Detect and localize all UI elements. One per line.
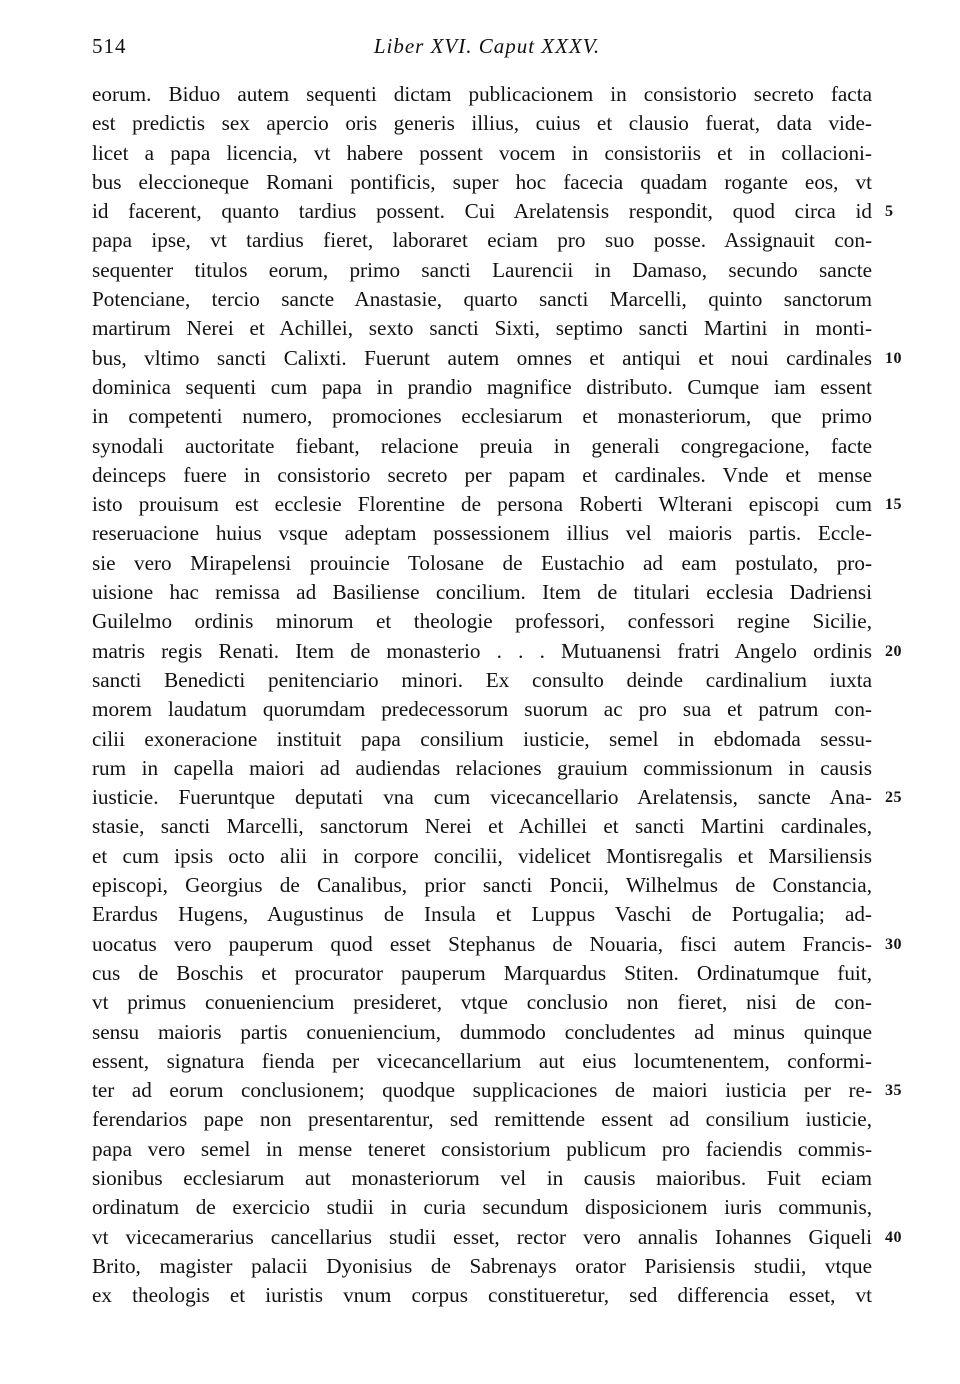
- line-number: 5: [885, 203, 894, 221]
- line-number: [885, 812, 945, 841]
- line-number: 20: [885, 642, 902, 660]
- text-line: vt primus conueniencium presideret, vtque conclusio non fieret, nisi de con-: [92, 990, 872, 1015]
- line-number: 25: [885, 789, 902, 807]
- line-number: [885, 1193, 945, 1222]
- text-line: id facerent, quanto tardius possent. Cui Arelatensis respondit, quod circa id: [92, 199, 872, 224]
- line-number: 30: [885, 935, 902, 953]
- text-line: isto prouisum est ecclesie Florentine de persona Roberti Wlterani episcopi cum: [92, 492, 872, 517]
- text-line: Brito, magister palacii Dyonisius de Sabrenays orator Parisiensis studii, vtque: [92, 1253, 872, 1278]
- text-line: Potenciane, tercio sancte Anastasie, quarto sancti Marcelli, quinto sanctorum: [92, 287, 872, 312]
- line-number: [885, 168, 945, 197]
- line-number: [885, 1281, 945, 1310]
- text-line: papa vero semel in mense teneret consistorium publicum pro faciendis commis-: [92, 1136, 872, 1161]
- line-number: [885, 109, 945, 138]
- text-line: cus de Boschis et procurator pauperum Marquardus Stiten. Ordinatumque fuit,: [92, 960, 872, 985]
- text-line: essent, signatura fienda per vicecancellarium aut eius locumtenentem, conformi-: [92, 1048, 872, 1073]
- line-number: [885, 1047, 945, 1076]
- line-number: [885, 578, 945, 607]
- text-line: matris regis Renati. Item de monasterio . . . Mutuanensi fratri Angelo ordinis: [92, 638, 872, 663]
- line-number: [885, 1252, 945, 1281]
- text-line: dominica sequenti cum papa in prandio magnifice distributo. Cumque iam essent: [92, 374, 872, 399]
- text-line: ex theologis et iuristis vnum corpus constitueretur, sed differencia esset, vt: [92, 1283, 872, 1308]
- text-line: sie vero Mirapelensi prouincie Tolosane de Eustachio ad eam postulato, pro-: [92, 550, 872, 575]
- line-number: [885, 988, 945, 1017]
- line-number: [885, 725, 945, 754]
- line-number: 35: [885, 1082, 902, 1100]
- line-number: [885, 256, 945, 285]
- text-line: papa ipse, vt tardius fieret, laboraret eciam pro suo posse. Assignauit con-: [92, 228, 872, 253]
- line-number: [885, 461, 945, 490]
- line-number: [885, 842, 945, 871]
- text-line: uocatus vero pauperum quod esset Stephanus de Nouaria, fisci autem Francis-: [92, 931, 872, 956]
- line-number: 40: [885, 1228, 902, 1246]
- line-number: [885, 695, 945, 724]
- text-line: morem laudatum quorumdam predecessorum suorum ac pro sua et patrum con-: [92, 697, 872, 722]
- running-title: Liber XVI. Caput XXXV.: [373, 34, 601, 58]
- text-line: cilii exoneracione instituit papa consilium iusticie, semel in ebdomada sessu-: [92, 726, 872, 751]
- line-number: 15: [885, 496, 902, 514]
- text-line: ferendarios pape non presentarentur, sed remittende essent ad consilium iusticie,: [92, 1107, 872, 1132]
- line-number: [885, 285, 945, 314]
- line-number: [885, 871, 945, 900]
- line-number: [885, 1018, 945, 1047]
- line-number: [885, 1105, 945, 1134]
- line-number: 10: [885, 349, 902, 367]
- line-number: [885, 1164, 945, 1193]
- line-number: [885, 519, 945, 548]
- main-text: [92, 80, 872, 1310]
- text-line: Erardus Hugens, Augustinus de Insula et Luppus Vaschi de Portugalia; ad-: [92, 902, 872, 927]
- text-line: stasie, sancti Marcelli, sanctorum Nerei et Achillei et sancti Martini cardinales,: [92, 814, 872, 839]
- text-line: est predictis sex apercio oris generis illius, cuius et clausio fuerat, data vide-: [92, 111, 872, 136]
- text-line: vt vicecamerarius cancellarius studii esset, rector vero annalis Iohannes Giqueli: [92, 1224, 872, 1249]
- text-line: sensu maioris partis conueniencium, dummodo concludentes ad minus quinque: [92, 1019, 872, 1044]
- text-line: bus, vltimo sancti Calixti. Fuerunt autem omnes et antiqui et noui cardinales: [92, 345, 872, 370]
- text-line: rum in capella maiori ad audiendas relaciones grauium commissionum in causis: [92, 755, 872, 780]
- line-number: [885, 754, 945, 783]
- line-number: [885, 959, 945, 988]
- line-number: [885, 607, 945, 636]
- text-line: in competenti numero, promociones ecclesiarum et monasteriorum, que primo: [92, 404, 872, 429]
- text-line: eorum. Biduo autem sequenti dictam publicacionem in consistorio secreto facta: [92, 82, 872, 106]
- text-line: iusticie. Fueruntque deputati vna cum vicecancellario Arelatensis, sancte Ana-: [92, 785, 872, 810]
- line-number: [885, 139, 945, 168]
- text-line: uisione hac remissa ad Basiliense concilium. Item de titulari ecclesia Dadriensi: [92, 580, 872, 605]
- text-line: reseruacione huius vsque adeptam possessionem illius vel maioris partis. Eccle-: [92, 521, 872, 546]
- text-line: ter ad eorum conclusionem; quodque supplicaciones de maiori iusticia per re-: [92, 1078, 872, 1103]
- text-line: martirum Nerei et Achillei, sexto sancti Sixti, septimo sancti Martini in monti-: [92, 316, 872, 341]
- text-line: licet a papa licencia, vt habere possent vocem in consistoriis et in collacioni-: [92, 140, 872, 165]
- line-number: [885, 226, 945, 255]
- line-number: [885, 402, 945, 431]
- margin-line-numbers: [885, 80, 945, 1310]
- line-number: [885, 373, 945, 402]
- line-number: [885, 900, 945, 929]
- page-number: 514: [92, 34, 127, 58]
- line-number: [885, 1135, 945, 1164]
- line-number: [885, 80, 945, 109]
- text-line: Guilelmo ordinis minorum et theologie professori, confessori regine Sicilie,: [92, 609, 872, 634]
- line-number: [885, 666, 945, 695]
- line-number: [885, 432, 945, 461]
- text-line: ordinatum de exercicio studii in curia secundum disposicionem iuris communis,: [92, 1195, 872, 1220]
- line-number: [885, 314, 945, 343]
- text-line: synodali auctoritate fiebant, relacione preuia in generali congregacione, facte: [92, 433, 872, 458]
- text-line: deinceps fuere in consistorio secreto per papam et cardinales. Vnde et mense: [92, 462, 872, 487]
- text-line: sancti Benedicti penitenciario minori. Ex consulto deinde cardinalium iuxta: [92, 667, 872, 692]
- text-line: et cum ipsis octo alii in corpore concilii, videlicet Montisregalis et Marsiliensis: [92, 843, 872, 868]
- text-line: sionibus ecclesiarum aut monasteriorum vel in causis maioribus. Fuit eciam: [92, 1165, 872, 1190]
- text-line: episcopi, Georgius de Canalibus, prior sancti Poncii, Wilhelmus de Constancia,: [92, 873, 872, 898]
- text-line: bus eleccioneque Romani pontificis, super hoc facecia quadam rogante eos, vt: [92, 169, 872, 194]
- text-line: sequenter titulos eorum, primo sancti Laurencii in Damaso, secundo sancte: [92, 257, 872, 282]
- line-number: [885, 549, 945, 578]
